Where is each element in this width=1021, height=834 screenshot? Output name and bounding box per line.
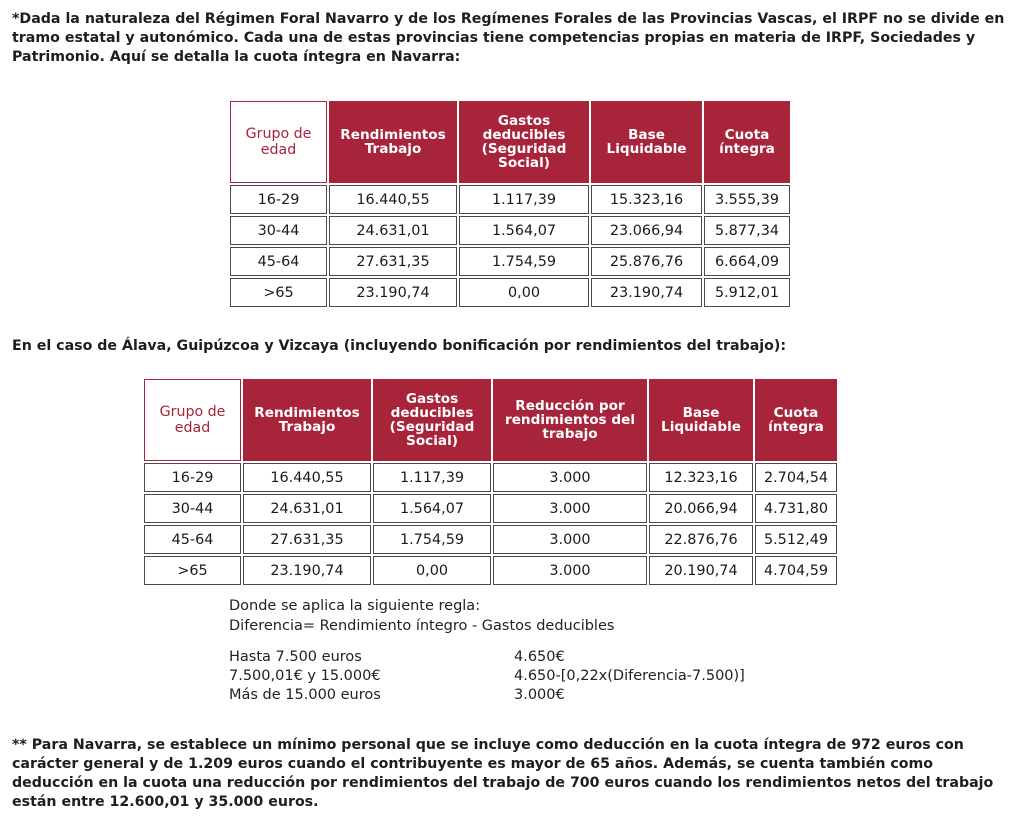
cell-deductible-expenses: 1.564,07 (459, 216, 589, 245)
header-taxable-base: Base Liquidable (649, 379, 753, 461)
rule-tier-value: 4.650€ (514, 649, 565, 665)
cell-deductible-expenses: 1.564,07 (373, 494, 491, 523)
cell-taxable-base: 22.876,76 (649, 525, 753, 554)
cell-gross-quota: 5.512,49 (755, 525, 837, 554)
table-row (144, 525, 837, 554)
cell-deductible-expenses: 1.117,39 (373, 463, 491, 492)
navarra-quota-table (228, 99, 792, 309)
rule-tier-range: 7.500,01€ y 15.000€ (229, 668, 381, 684)
cell-age-group: >65 (144, 556, 241, 585)
footnote: ** Para Navarra, se establece un mínimo personal que se incluye como deducción en la cuota íntegra de 972 euros con carácter general y de 1.209 euros cuando el contribuyente es mayor de 65 años. Además, se cuenta también como deducción en la cuota una reducción por rendimientos del trabajo de 700 euros cuando los rendimientos netos del trabajo están entre 12.600,01 y 35.000 euros. (12, 737, 994, 810)
rule-tier-row (229, 649, 565, 666)
cell-deductible-expenses: 1.754,59 (459, 247, 589, 276)
cell-taxable-base: 20.190,74 (649, 556, 753, 585)
cell-gross-quota: 4.704,59 (755, 556, 837, 585)
cell-work-income-reduction: 3.000 (493, 463, 647, 492)
cell-work-income-reduction: 3.000 (493, 556, 647, 585)
rule-formula: Diferencia= Rendimiento íntegro - Gastos deducibles (229, 618, 615, 634)
cell-age-group: 16-29 (230, 185, 327, 214)
table-row (230, 247, 790, 276)
table-header-row (144, 379, 837, 461)
table-row (144, 463, 837, 492)
cell-deductible-expenses: 0,00 (373, 556, 491, 585)
cell-gross-quota: 5.877,34 (704, 216, 790, 245)
cell-work-income: 23.190,74 (329, 278, 457, 307)
cell-work-income: 24.631,01 (329, 216, 457, 245)
header-age-group: Grupo de edad (144, 379, 241, 461)
cell-work-income: 27.631,35 (329, 247, 457, 276)
cell-work-income: 23.190,74 (243, 556, 371, 585)
cell-taxable-base: 25.876,76 (591, 247, 702, 276)
cell-taxable-base: 12.323,16 (649, 463, 753, 492)
rule-tier-value: 4.650-[0,22x(Diferencia-7.500)] (514, 668, 745, 684)
rule-tier-range: Más de 15.000 euros (229, 687, 381, 703)
header-deductible-expenses: Gastos deducibles (Seguridad Social) (373, 379, 491, 461)
cell-gross-quota: 4.731,80 (755, 494, 837, 523)
rule-tier-range: Hasta 7.500 euros (229, 649, 362, 665)
cell-work-income: 27.631,35 (243, 525, 371, 554)
cell-gross-quota: 3.555,39 (704, 185, 790, 214)
cell-age-group: 45-64 (230, 247, 327, 276)
table-row (230, 185, 790, 214)
header-deductible-expenses: Gastos deducibles (Seguridad Social) (459, 101, 589, 183)
cell-taxable-base: 20.066,94 (649, 494, 753, 523)
cell-gross-quota: 2.704,54 (755, 463, 837, 492)
table-row (144, 556, 837, 585)
cell-deductible-expenses: 0,00 (459, 278, 589, 307)
cell-age-group: 30-44 (144, 494, 241, 523)
cell-taxable-base: 23.190,74 (591, 278, 702, 307)
cell-deductible-expenses: 1.754,59 (373, 525, 491, 554)
header-age-group: Grupo de edad (230, 101, 327, 183)
table-row (230, 278, 790, 307)
header-work-income: Rendimientos Trabajo (329, 101, 457, 183)
header-work-income-reduction: Reducción por rendimientos del trabajo (493, 379, 647, 461)
cell-deductible-expenses: 1.117,39 (459, 185, 589, 214)
rule-tier-row (229, 668, 745, 685)
cell-age-group: 16-29 (144, 463, 241, 492)
table-header-row (230, 101, 790, 183)
vascas-intro: En el caso de Álava, Guipúzcoa y Vizcaya (incluyendo bonificación por rendimientos del trabajo): (12, 338, 787, 354)
table-row (230, 216, 790, 245)
cell-gross-quota: 5.912,01 (704, 278, 790, 307)
table-row (144, 494, 837, 523)
vascas-quota-table (142, 377, 839, 587)
header-work-income: Rendimientos Trabajo (243, 379, 371, 461)
rule-intro: Donde se aplica la siguiente regla: (229, 598, 481, 614)
header-taxable-base: Base Liquidable (591, 101, 702, 183)
cell-age-group: 30-44 (230, 216, 327, 245)
header-gross-quota: Cuota íntegra (755, 379, 837, 461)
cell-taxable-base: 23.066,94 (591, 216, 702, 245)
cell-work-income: 16.440,55 (243, 463, 371, 492)
cell-work-income-reduction: 3.000 (493, 494, 647, 523)
cell-work-income: 24.631,01 (243, 494, 371, 523)
rule-tier-row (229, 687, 565, 704)
rule-tier-value: 3.000€ (514, 687, 565, 703)
cell-work-income-reduction: 3.000 (493, 525, 647, 554)
header-gross-quota: Cuota íntegra (704, 101, 790, 183)
cell-age-group: 45-64 (144, 525, 241, 554)
cell-taxable-base: 15.323,16 (591, 185, 702, 214)
cell-work-income: 16.440,55 (329, 185, 457, 214)
cell-age-group: >65 (230, 278, 327, 307)
intro-note: *Dada la naturaleza del Régimen Foral Navarro y de los Regímenes Forales de las Provincias Vascas, el IRPF no se divide en tramo estatal y autonómico. Cada una de estas provincias tiene competencias propias en materia de IRPF, Sociedades y Patrimonio. Aquí se detalla la cuota íntegra en Navarra: (12, 11, 1005, 65)
cell-gross-quota: 6.664,09 (704, 247, 790, 276)
